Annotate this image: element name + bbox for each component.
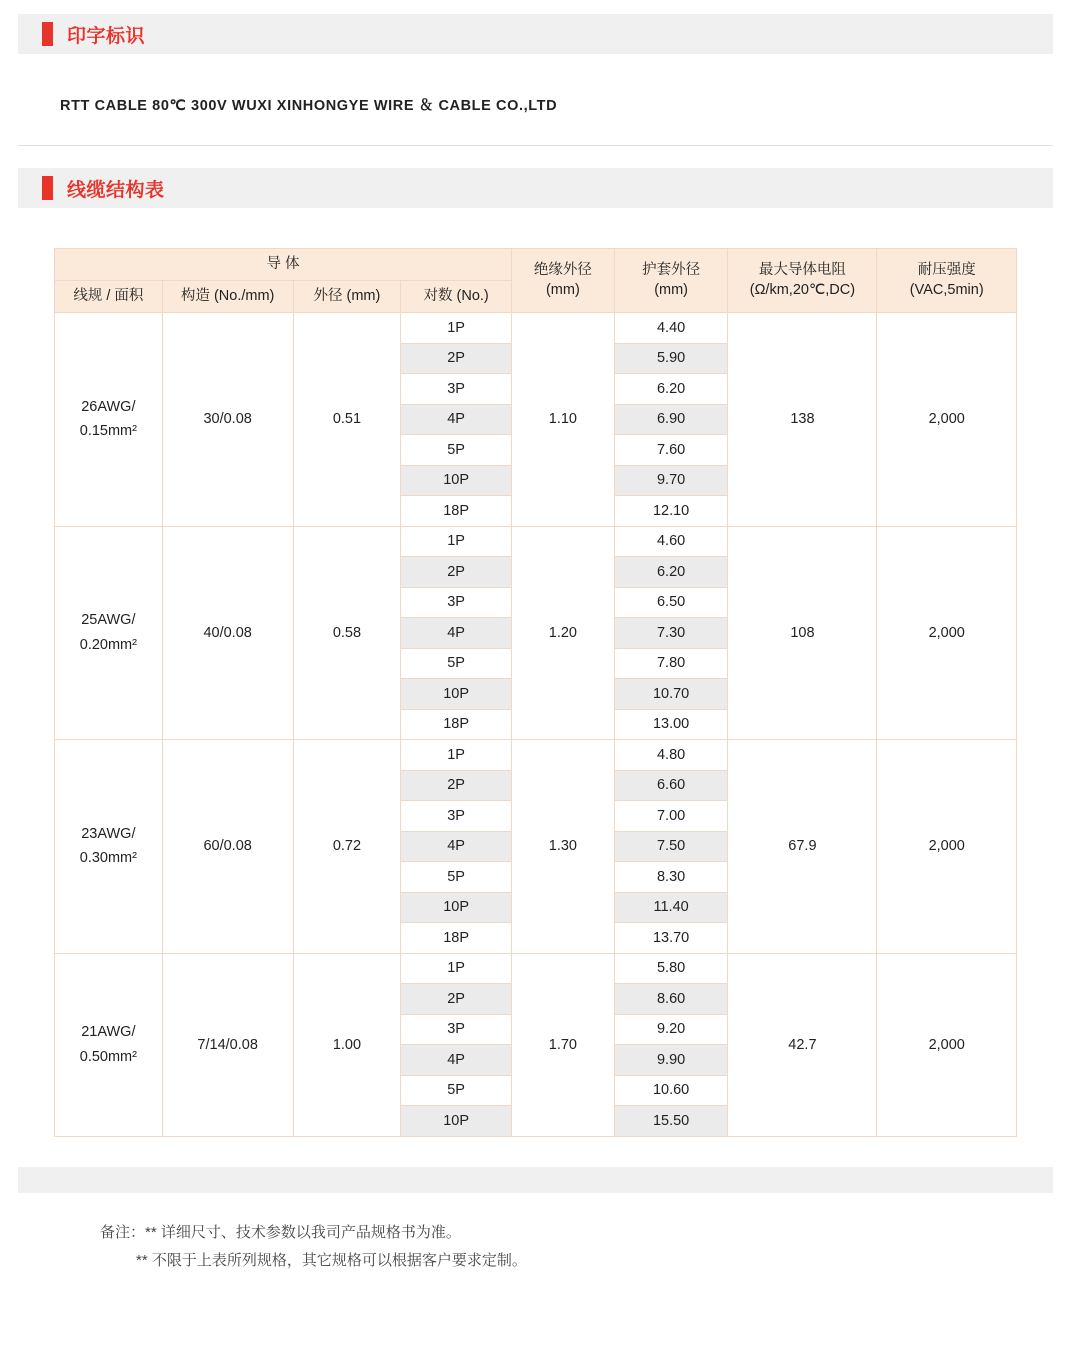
header-max-resistance-line1: 最大导体电阻 xyxy=(758,261,846,278)
cell-pair-count: 1P xyxy=(401,953,512,984)
cell-pair-count: 3P xyxy=(401,1014,512,1045)
cell-awg-line2: 0.50mm² xyxy=(79,1048,137,1065)
cell-jacket-od: 6.20 xyxy=(614,374,728,405)
cell-pair-count: 10P xyxy=(401,679,512,710)
table-row xyxy=(55,953,1017,984)
cell-max-resistance: 108 xyxy=(728,526,877,740)
cell-awg-line1: 23AWG/ xyxy=(81,825,136,842)
structure-table-wrapper xyxy=(18,248,1053,1137)
cell-pair-count: 5P xyxy=(401,435,512,466)
table-row xyxy=(55,313,1017,344)
cell-pair-count: 2P xyxy=(401,770,512,801)
cell-jacket-od: 13.00 xyxy=(614,709,728,740)
cell-jacket-od: 7.80 xyxy=(614,648,728,679)
cell-pair-count: 4P xyxy=(401,618,512,649)
cell-awg-line2: 0.30mm² xyxy=(79,850,137,867)
header-conductor-od: 外径 (mm) xyxy=(293,281,401,313)
cell-jacket-od: 4.60 xyxy=(614,526,728,557)
header-max-resistance-line2: (Ω/km,20℃,DC) xyxy=(749,281,856,298)
cell-pair-count: 5P xyxy=(401,648,512,679)
cell-dielectric-strength: 2,000 xyxy=(877,953,1017,1136)
header-dielectric-strength xyxy=(877,249,1017,313)
cell-pair-count: 10P xyxy=(401,892,512,923)
cell-jacket-od: 10.70 xyxy=(614,679,728,710)
section-title: 印字标识 xyxy=(67,25,146,47)
cell-max-resistance: 42.7 xyxy=(728,953,877,1136)
cell-jacket-od: 15.50 xyxy=(614,1106,728,1137)
section-header-structure-table xyxy=(18,168,1053,208)
note-line-1: 备注：** 详细尺寸、技术参数以我司产品规格书为准。 xyxy=(100,1223,461,1241)
table-row xyxy=(55,740,1017,771)
cell-pair-count: 5P xyxy=(401,862,512,893)
cell-pair-count: 3P xyxy=(401,587,512,618)
cell-max-resistance: 138 xyxy=(728,313,877,527)
header-conductor-group: 导 体 xyxy=(55,249,512,281)
cell-jacket-od: 6.50 xyxy=(614,587,728,618)
cell-awg-line2: 0.20mm² xyxy=(79,636,137,653)
note-line-2: ** 不限于上表所列规格，其它规格可以根据客户要求定制。 xyxy=(136,1252,527,1269)
cell-jacket-od: 4.40 xyxy=(614,313,728,344)
notes-block xyxy=(18,1219,1053,1276)
header-insulation-od xyxy=(511,249,614,313)
accent-bar-icon xyxy=(42,22,53,46)
cell-conductor-od: 0.72 xyxy=(293,740,401,954)
header-construction: 构造 (No./mm) xyxy=(162,281,293,313)
bottom-divider-bar xyxy=(18,1167,1053,1193)
cell-jacket-od: 9.20 xyxy=(614,1014,728,1045)
cell-insulation-od: 1.70 xyxy=(511,953,614,1136)
cell-jacket-od: 7.00 xyxy=(614,801,728,832)
cell-insulation-od: 1.10 xyxy=(511,313,614,527)
cell-jacket-od: 4.80 xyxy=(614,740,728,771)
cell-insulation-od: 1.30 xyxy=(511,740,614,954)
cell-construction: 7/14/0.08 xyxy=(162,953,293,1136)
print-marking-text: RTT CABLE 80℃ 300V WUXI XINHONGYE WIRE ＆ CABLE CO.,LTD xyxy=(60,98,558,114)
cell-conductor-od: 0.58 xyxy=(293,526,401,740)
table-row xyxy=(55,526,1017,557)
cell-awg-area xyxy=(55,313,163,527)
cell-awg-line2: 0.15mm² xyxy=(79,423,137,440)
cell-conductor-od: 0.51 xyxy=(293,313,401,527)
cell-pair-count: 4P xyxy=(401,404,512,435)
section-header-print-marking xyxy=(18,14,1053,54)
cell-pair-count: 10P xyxy=(401,1106,512,1137)
cell-jacket-od: 6.20 xyxy=(614,557,728,588)
table-head-row-group xyxy=(55,249,1017,281)
table-body xyxy=(55,313,1017,1137)
cell-pair-count: 1P xyxy=(401,740,512,771)
cell-awg-line1: 25AWG/ xyxy=(81,612,136,629)
cell-awg-area xyxy=(55,953,163,1136)
header-pair-count: 对数 (No.) xyxy=(401,281,512,313)
cell-pair-count: 18P xyxy=(401,496,512,527)
header-awg-area: 线规 / 面积 xyxy=(55,281,163,313)
cell-max-resistance: 67.9 xyxy=(728,740,877,954)
cell-pair-count: 18P xyxy=(401,923,512,954)
cell-construction: 30/0.08 xyxy=(162,313,293,527)
section-title: 线缆结构表 xyxy=(67,179,165,201)
accent-bar-icon xyxy=(42,176,53,200)
cell-jacket-od: 7.50 xyxy=(614,831,728,862)
cell-pair-count: 2P xyxy=(401,984,512,1015)
cell-pair-count: 4P xyxy=(401,1045,512,1076)
header-max-resistance xyxy=(728,249,877,313)
cell-awg-area xyxy=(55,740,163,954)
page-root xyxy=(0,14,1071,1355)
cell-pair-count: 4P xyxy=(401,831,512,862)
cell-dielectric-strength: 2,000 xyxy=(877,313,1017,527)
cell-jacket-od: 5.80 xyxy=(614,953,728,984)
cell-jacket-od: 7.60 xyxy=(614,435,728,466)
cell-awg-area xyxy=(55,526,163,740)
cell-jacket-od: 9.90 xyxy=(614,1045,728,1076)
cell-construction: 40/0.08 xyxy=(162,526,293,740)
cell-dielectric-strength: 2,000 xyxy=(877,740,1017,954)
cell-pair-count: 1P xyxy=(401,526,512,557)
cell-pair-count: 3P xyxy=(401,801,512,832)
cell-pair-count: 5P xyxy=(401,1075,512,1106)
header-dielectric-strength-line1: 耐压强度 xyxy=(917,261,976,278)
cell-jacket-od: 6.90 xyxy=(614,404,728,435)
cell-awg-line1: 26AWG/ xyxy=(81,398,136,415)
cell-conductor-od: 1.00 xyxy=(293,953,401,1136)
cell-jacket-od: 10.60 xyxy=(614,1075,728,1106)
table-head xyxy=(55,249,1017,313)
cell-insulation-od: 1.20 xyxy=(511,526,614,740)
cell-jacket-od: 12.10 xyxy=(614,496,728,527)
cable-structure-table xyxy=(54,248,1017,1137)
cell-jacket-od: 5.90 xyxy=(614,343,728,374)
cell-construction: 60/0.08 xyxy=(162,740,293,954)
cell-jacket-od: 6.60 xyxy=(614,770,728,801)
cell-pair-count: 18P xyxy=(401,709,512,740)
header-jacket-od-line1: 护套外径 xyxy=(642,261,701,278)
cell-pair-count: 2P xyxy=(401,557,512,588)
cell-jacket-od: 7.30 xyxy=(614,618,728,649)
cell-awg-line1: 21AWG/ xyxy=(81,1023,136,1040)
header-jacket-od xyxy=(614,249,728,313)
cell-jacket-od: 11.40 xyxy=(614,892,728,923)
print-marking-block xyxy=(18,54,1053,146)
header-dielectric-strength-line2: (VAC,5min) xyxy=(909,281,984,298)
cell-pair-count: 10P xyxy=(401,465,512,496)
cell-dielectric-strength: 2,000 xyxy=(877,526,1017,740)
header-jacket-od-line2: (mm) xyxy=(654,281,689,298)
cell-jacket-od: 9.70 xyxy=(614,465,728,496)
cell-pair-count: 1P xyxy=(401,313,512,344)
cell-jacket-od: 8.60 xyxy=(614,984,728,1015)
cell-jacket-od: 13.70 xyxy=(614,923,728,954)
cell-pair-count: 2P xyxy=(401,343,512,374)
cell-jacket-od: 8.30 xyxy=(614,862,728,893)
header-insulation-od-line2: (mm) xyxy=(545,281,580,298)
header-insulation-od-line1: 绝缘外径 xyxy=(533,261,592,278)
cell-pair-count: 3P xyxy=(401,374,512,405)
